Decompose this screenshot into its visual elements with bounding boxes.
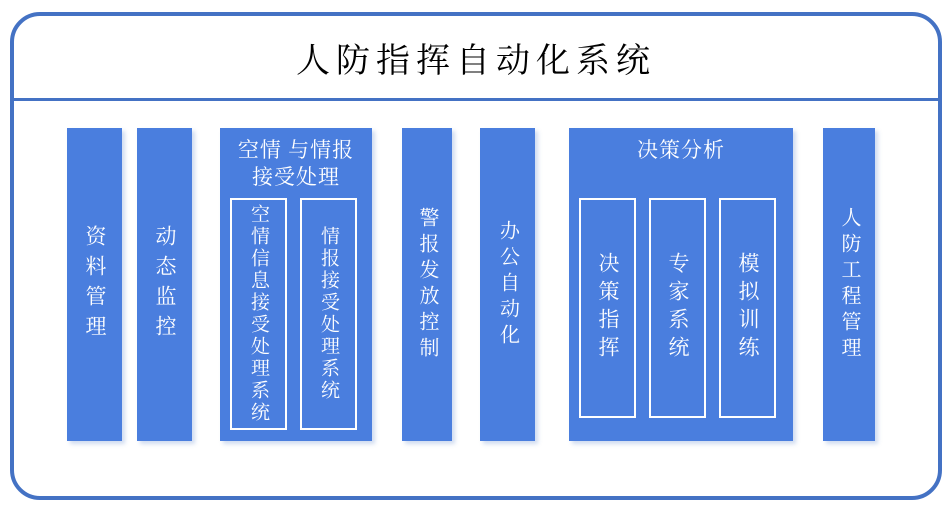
block-office-automation [480,128,535,441]
block-decision-command [579,198,636,418]
group-decision-analysis-title: 决策分析 [637,138,725,162]
group-intel-processing [220,128,372,441]
title-area [14,16,938,101]
group-intel-processing-title [220,128,372,191]
block-data-management [67,128,122,441]
block-data-management-label: 资料管理 [83,224,107,345]
block-intel-receive-processing-label: 情报接受处理系统 [318,226,339,402]
block-air-info-processing [230,198,287,430]
group-intel-title-line1: 空情 与情报 [237,138,355,162]
block-dynamic-monitoring-label: 动态监控 [153,224,177,345]
block-office-automation-label: 办公自动化 [496,219,519,350]
block-simulation-training [719,198,776,418]
block-decision-command-label: 决策指挥 [596,252,620,364]
block-dynamic-monitoring [137,128,192,441]
block-civil-engineering-label: 人防工程管理 [838,206,860,363]
block-air-info-processing-label: 空情信息接受处理系统 [248,204,269,424]
block-civil-engineering [823,128,875,441]
block-expert-system-label: 专家系统 [666,252,690,364]
block-intel-receive-processing [300,198,357,430]
group-intel-title-line2: 接受处理 [252,165,340,189]
page-title: 人防指挥自动化系统 [296,42,656,80]
block-alarm-control-label: 警报发放控制 [416,206,438,363]
block-alarm-control [402,128,452,441]
group-decision-analysis [569,128,793,441]
block-simulation-training-label: 模拟训练 [736,252,760,364]
block-expert-system [649,198,706,418]
